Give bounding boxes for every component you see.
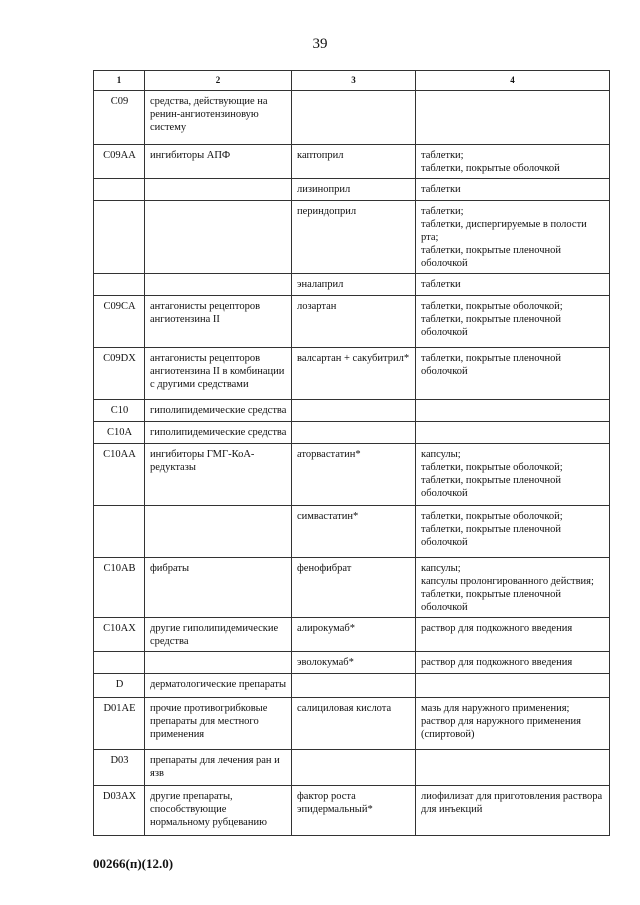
drug-cell — [292, 91, 416, 145]
column-header: 1 — [94, 71, 145, 91]
drug-cell: эволокумаб* — [292, 652, 416, 674]
drug-cell — [292, 422, 416, 444]
table-row — [94, 506, 610, 558]
group-cell: фибраты — [145, 558, 292, 618]
code-cell — [94, 274, 145, 296]
table-header-row — [94, 71, 610, 91]
code-cell — [94, 506, 145, 558]
table-row — [94, 750, 610, 786]
drug-cell: лизиноприл — [292, 179, 416, 201]
dosage-form-cell: таблетки — [416, 179, 610, 201]
table-row — [94, 296, 610, 348]
table-row — [94, 674, 610, 698]
code-cell — [94, 179, 145, 201]
medicine-table — [93, 70, 610, 836]
page-number: 39 — [312, 36, 328, 52]
drug-cell — [292, 400, 416, 422]
column-header: 4 — [416, 71, 610, 91]
table-row — [94, 444, 610, 506]
table-row — [94, 652, 610, 674]
group-cell: гиполипидемические средства — [145, 400, 292, 422]
code-cell: C09 — [94, 91, 145, 145]
dosage-form-cell — [416, 91, 610, 145]
dosage-form-cell — [416, 750, 610, 786]
dosage-form-cell: капсулы; капсулы пролонгированного действия; таблетки, покрытые пленочной оболочкой — [416, 558, 610, 618]
group-cell: ингибиторы АПФ — [145, 145, 292, 179]
table-row — [94, 698, 610, 750]
table-row — [94, 179, 610, 201]
table-body — [94, 91, 610, 836]
drug-cell — [292, 674, 416, 698]
dosage-form-cell: раствор для подкожного введения — [416, 652, 610, 674]
dosage-form-cell: таблетки, покрытые оболочкой; таблетки, покрытые пленочной оболочкой — [416, 296, 610, 348]
drug-cell: фенофибрат — [292, 558, 416, 618]
dosage-form-cell: лиофилизат для приготовления раствора для инъекций — [416, 786, 610, 836]
group-cell: препараты для лечения ран и язв — [145, 750, 292, 786]
group-cell: гиполипидемические средства — [145, 422, 292, 444]
code-cell: C09CA — [94, 296, 145, 348]
table-row — [94, 422, 610, 444]
drug-cell: симвастатин* — [292, 506, 416, 558]
dosage-form-cell: таблетки, покрытые пленочной оболочкой — [416, 348, 610, 400]
table-row — [94, 558, 610, 618]
code-cell: C10AX — [94, 618, 145, 652]
drug-cell: аторвастатин* — [292, 444, 416, 506]
table-row — [94, 145, 610, 179]
dosage-form-cell: таблетки; таблетки, покрытые оболочкой — [416, 145, 610, 179]
group-cell: антагонисты рецепторов ангиотензина II — [145, 296, 292, 348]
group-cell: другие гиполипидемические средства — [145, 618, 292, 652]
group-cell — [145, 201, 292, 274]
dosage-form-cell — [416, 674, 610, 698]
table-row — [94, 786, 610, 836]
drug-cell: эналаприл — [292, 274, 416, 296]
drug-cell: периндоприл — [292, 201, 416, 274]
dosage-form-cell — [416, 400, 610, 422]
dosage-form-cell: раствор для подкожного введения — [416, 618, 610, 652]
code-cell: C10AA — [94, 444, 145, 506]
code-cell — [94, 201, 145, 274]
group-cell — [145, 274, 292, 296]
drug-cell: салициловая кислота — [292, 698, 416, 750]
drug-cell: каптоприл — [292, 145, 416, 179]
group-cell: другие препараты, способствующие нормальному рубцеванию — [145, 786, 292, 836]
code-cell: C10 — [94, 400, 145, 422]
group-cell: средства, действующие на ренин-ангиотензиновую систему — [145, 91, 292, 145]
group-cell: дерматологические препараты — [145, 674, 292, 698]
group-cell — [145, 652, 292, 674]
document-code: 00266(п)(12.0) — [93, 856, 174, 871]
table-row — [94, 274, 610, 296]
table-row — [94, 201, 610, 274]
table-row — [94, 348, 610, 400]
column-header: 2 — [145, 71, 292, 91]
group-cell: ингибиторы ГМГ-КоА-редуктазы — [145, 444, 292, 506]
code-cell: D — [94, 674, 145, 698]
code-cell — [94, 652, 145, 674]
table-row — [94, 91, 610, 145]
group-cell: прочие противогрибковые препараты для местного применения — [145, 698, 292, 750]
code-cell: D03 — [94, 750, 145, 786]
code-cell: C10AB — [94, 558, 145, 618]
code-cell: D03AX — [94, 786, 145, 836]
group-cell: антагонисты рецепторов ангиотензина II в комбинации с другими средствами — [145, 348, 292, 400]
code-cell: C09AA — [94, 145, 145, 179]
dosage-form-cell: таблетки, покрытые оболочкой; таблетки, покрытые пленочной оболочкой — [416, 506, 610, 558]
table-row — [94, 400, 610, 422]
group-cell — [145, 179, 292, 201]
code-cell: C09DX — [94, 348, 145, 400]
drug-cell: фактор роста эпидермальный* — [292, 786, 416, 836]
drug-cell — [292, 750, 416, 786]
drug-cell: лозартан — [292, 296, 416, 348]
code-cell: C10A — [94, 422, 145, 444]
column-header: 3 — [292, 71, 416, 91]
dosage-form-cell: капсулы; таблетки, покрытые оболочкой; таблетки, покрытые пленочной оболочкой — [416, 444, 610, 506]
dosage-form-cell: таблетки — [416, 274, 610, 296]
table-row — [94, 618, 610, 652]
code-cell: D01AE — [94, 698, 145, 750]
drug-cell: валсартан + сакубитрил* — [292, 348, 416, 400]
group-cell — [145, 506, 292, 558]
drug-cell: алирокумаб* — [292, 618, 416, 652]
dosage-form-cell: мазь для наружного применения; раствор для наружного применения (спиртовой) — [416, 698, 610, 750]
dosage-form-cell — [416, 422, 610, 444]
dosage-form-cell: таблетки; таблетки, диспергируемые в полости рта; таблетки, покрытые пленочной оболочкой — [416, 201, 610, 274]
